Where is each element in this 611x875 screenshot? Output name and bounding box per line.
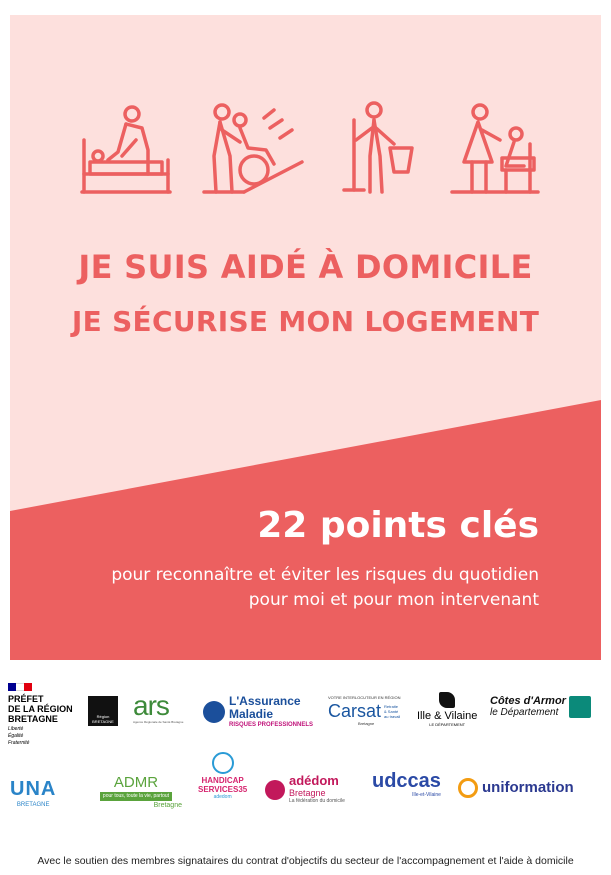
ars-logo: [133, 692, 193, 724]
udccas-sub: Ille-et-Vilaine: [412, 792, 441, 798]
headline-line2: JE SÉCURISE MON LOGEMENT: [71, 305, 540, 338]
admr-tag: pour tous, toute la vie, partout: [100, 792, 172, 801]
points-title: 22 points clés: [257, 505, 539, 546]
ille-vilaine-emblem-icon: [439, 692, 455, 708]
assurance-maladie-emblem-icon: [203, 701, 225, 723]
adedom-emblem-icon: [265, 780, 285, 800]
ars-name: ars: [133, 690, 169, 721]
prefet-line3: BRETAGNE: [8, 714, 58, 724]
carsat-side3: au travail: [384, 713, 401, 719]
carsat-side1: Retraite: [384, 703, 399, 709]
headline-line1: JE SUIS AIDÉ À DOMICILE: [78, 248, 533, 286]
adedom-sub: La fédération du domicile: [289, 798, 345, 804]
cover-panel: [10, 15, 601, 660]
handicap-line1: HANDICAP: [201, 776, 244, 785]
cotes-line2: le Département: [490, 707, 559, 718]
prefet-motto1: Liberté: [8, 726, 24, 732]
una-logo: [10, 778, 56, 810]
admr-logo: [90, 775, 182, 810]
assurance-line2: Maladie: [229, 707, 274, 721]
assurance-line1: L'Assurance: [229, 694, 301, 708]
wheelchair-assist-icon: [202, 100, 306, 196]
udccas-logo: [372, 770, 441, 799]
adedom-name: adédom: [289, 773, 339, 788]
carsat-top: VOTRE INTERLOCUTEUR EN RÉGION: [328, 695, 401, 700]
ille-vilaine-logo: [417, 692, 477, 728]
adedom-line2: Bretagne: [289, 788, 326, 798]
prefet-line2: DE LA RÉGION: [8, 704, 73, 714]
una-name: UNA: [10, 778, 57, 800]
points-subtitle-line1: pour reconnaître et éviter les risques du quotidien: [111, 565, 539, 585]
region-bretagne-label: Région BRETAGNE: [92, 714, 114, 724]
handicap-line2: SERVICES35: [198, 785, 248, 794]
cotes-armor-logo: [490, 695, 591, 719]
uniformation-logo: [458, 778, 574, 798]
carsat-bottom: Bretagne: [358, 721, 375, 726]
assurance-line3: RISQUES PROFESSIONNELS: [229, 722, 314, 728]
bed-care-icon: [78, 100, 174, 196]
uniformation-emblem-icon: [458, 778, 478, 798]
admr-name: ADMR: [113, 774, 159, 791]
prefet-motto2: Égalité: [8, 733, 24, 739]
handicap-services-logo: [198, 752, 247, 801]
french-flag-icon: [8, 683, 73, 691]
uniformation-name: uniformation: [482, 779, 574, 796]
meal-feeding-icon: [450, 100, 540, 196]
points-subtitle-line2: pour moi et pour mon intervenant: [248, 590, 539, 610]
handicap-sub: adedom: [213, 794, 232, 800]
ars-sub: Agence Régionale de Santé Bretagne: [133, 720, 184, 724]
footer-support-text: Avec le soutien des membres signataires du contrat d'objectifs du secteur de l'accompagnement et l'aide à domicile: [37, 855, 574, 867]
region-bretagne-logo: [88, 696, 118, 726]
una-sub: BRETAGNE: [16, 802, 50, 808]
carsat-side2: & Santé: [384, 708, 399, 714]
udccas-name: udccas: [372, 770, 441, 792]
handicap-figure-icon: [212, 752, 234, 774]
cotes-armor-wave-icon: [569, 696, 591, 718]
prefet-motto3: Fraternité: [8, 740, 30, 746]
carsat-name: Carsat: [328, 701, 382, 721]
ille-vilaine-sub: LE DÉPARTEMENT: [429, 722, 466, 727]
admr-sub: Bretagne: [153, 802, 182, 809]
ille-vilaine-name: Ille & Vilaine: [417, 710, 478, 722]
prefet-line1: PRÉFET: [8, 694, 44, 704]
assurance-maladie-logo: [203, 695, 313, 729]
cleaning-mop-icon: [340, 100, 420, 196]
prefet-logo: [8, 683, 73, 747]
carsat-logo: [328, 695, 400, 727]
adedom-logo: [265, 774, 345, 805]
cotes-line1: Côtes d'Armor: [490, 695, 566, 707]
